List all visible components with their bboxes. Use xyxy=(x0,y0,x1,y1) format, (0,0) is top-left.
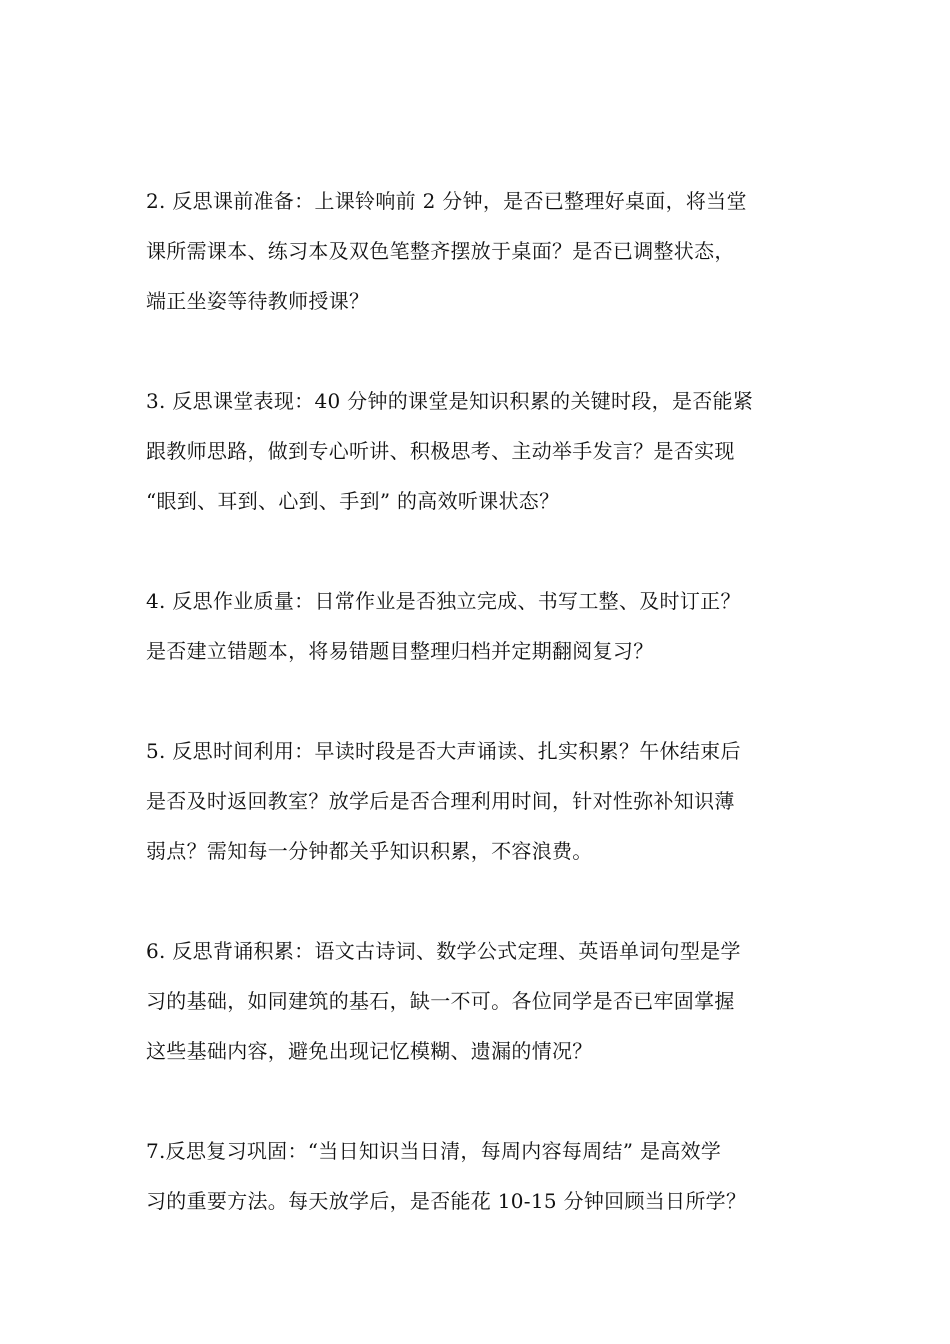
paragraph-class-preparation xyxy=(146,176,816,326)
document-body xyxy=(146,176,816,1276)
paragraph-memorization xyxy=(146,926,816,1076)
text-line: 3. 反思课堂表现：40 分钟的课堂是知识积累的关键时段，是否能紧 xyxy=(146,389,754,413)
text-line: 端正坐姿等待教师授课？ xyxy=(146,289,370,313)
text-line: 2. 反思课前准备：上课铃响前 2 分钟，是否已整理好桌面，将当堂 xyxy=(146,189,747,213)
text-line: 是否及时返回教室？放学后是否合理利用时间，针对性弥补知识薄 xyxy=(146,789,735,813)
text-line: 习的重要方法。每天放学后，是否能花 10-15 分钟回顾当日所学？ xyxy=(146,1189,747,1213)
paragraph-review xyxy=(146,1126,816,1226)
text-line: 6. 反思背诵积累：语文古诗词、数学公式定理、英语单词句型是学 xyxy=(146,939,741,963)
text-line: 5. 反思时间利用：早读时段是否大声诵读、扎实积累？午休结束后 xyxy=(146,739,741,763)
text-line: “眼到、耳到、心到、手到” 的高效听课状态？ xyxy=(146,489,560,513)
text-line: 这些基础内容，避免出现记忆模糊、遗漏的情况？ xyxy=(146,1039,593,1063)
text-line: 课所需课本、练习本及双色笔整齐摆放于桌面？是否已调整状态， xyxy=(146,239,735,263)
text-line: 弱点？需知每一分钟都关乎知识积累，不容浪费。 xyxy=(146,839,593,863)
text-line: 是否建立错题本，将易错题目整理归档并定期翻阅复习？ xyxy=(146,639,654,663)
paragraph-homework-quality xyxy=(146,576,816,676)
text-line: 习的基础，如同建筑的基石，缺一不可。各位同学是否已牢固掌握 xyxy=(146,989,735,1013)
paragraph-class-performance xyxy=(146,376,816,526)
paragraph-time-use xyxy=(146,726,816,876)
text-line: 跟教师思路，做到专心听讲、积极思考、主动举手发言？是否实现 xyxy=(146,439,735,463)
text-line: 7.反思复习巩固：“当日知识当日清，每周内容每周结” 是高效学 xyxy=(146,1139,722,1163)
text-line: 4. 反思作业质量：日常作业是否独立完成、书写工整、及时订正？ xyxy=(146,589,741,613)
